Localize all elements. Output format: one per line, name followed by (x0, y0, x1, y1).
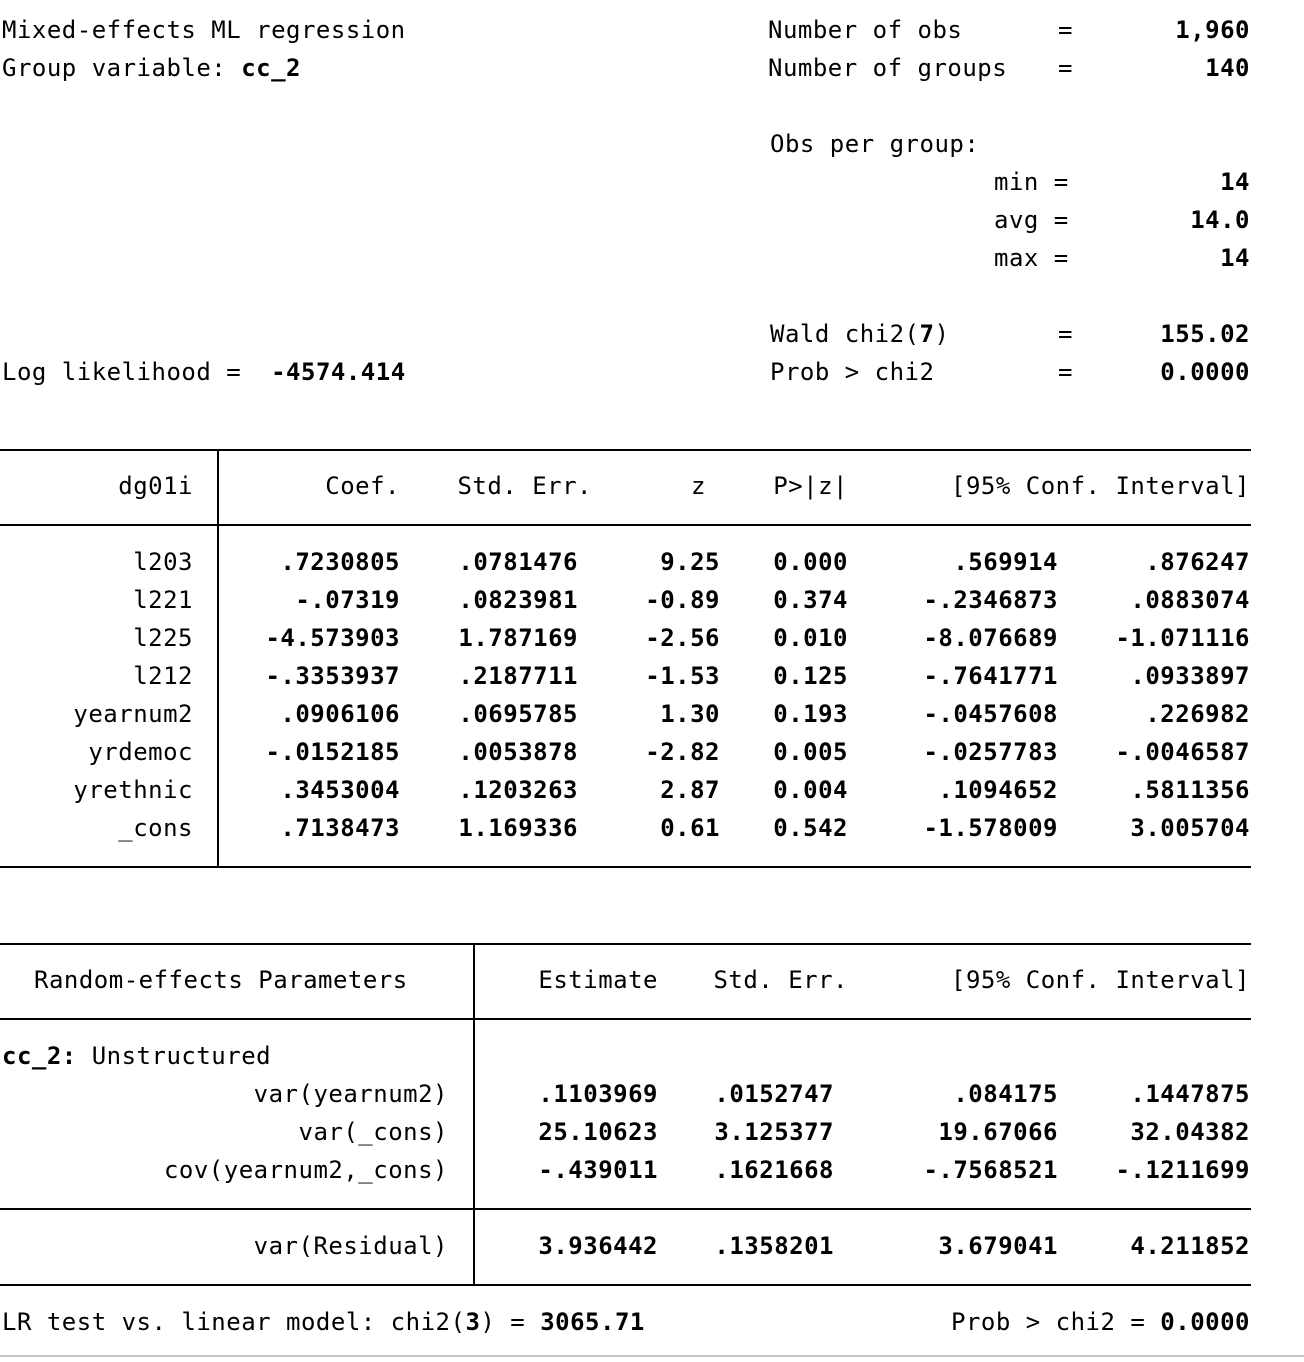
fixed-row-ci-lower: -.7641771 (923, 662, 1058, 690)
fixed-row-ci-lower: .1094652 (938, 776, 1058, 804)
fixed-row-z: 9.25 (660, 548, 720, 576)
fixed-row-stderr: .1203263 (458, 776, 578, 804)
fixed-bottom-rule (0, 866, 1251, 868)
re-row-stderr: .0152747 (714, 1080, 834, 1108)
re-row-label: var(yearnum2) (253, 1080, 448, 1108)
prob-label: Prob > chi2 (770, 358, 935, 386)
loglik (2, 358, 406, 386)
lr-test (2, 1308, 645, 1336)
nobs-eq: = (1058, 16, 1073, 44)
fixed-row-coef: -.0152185 (265, 738, 400, 766)
fixed-row-coef: .0906106 (280, 700, 400, 728)
ngroups-label: Number of groups (768, 54, 1008, 82)
column-header-z: z (691, 472, 706, 500)
fixed-row-z: -1.53 (645, 662, 720, 690)
column-header-stderr: Std. Err. (457, 472, 592, 500)
fixed-row-ci-lower: -.0457608 (923, 700, 1058, 728)
page-bottom-border (0, 1355, 1304, 1357)
model-title: Mixed-effects ML regression (2, 16, 406, 44)
fixed-row-ci-lower: -.0257783 (923, 738, 1058, 766)
column-header-re-stderr: Std. Err. (713, 966, 848, 994)
ngroups-eq: = (1058, 54, 1073, 82)
avg-value: 14.0 (1190, 206, 1250, 234)
fixed-row-ci-upper: .5811356 (1130, 776, 1250, 804)
fixed-row-z: 2.87 (660, 776, 720, 804)
loglik-label: Log likelihood = (2, 358, 242, 386)
fixed-row-stderr: .2187711 (458, 662, 578, 690)
lr-test-df: 3 (465, 1308, 481, 1336)
wald-label (770, 320, 949, 348)
re-group-structure: Unstructured (91, 1042, 272, 1070)
column-header-re-conf-interval: [95% Conf. Interval] (951, 966, 1250, 994)
fixed-row-pvalue: 0.005 (773, 738, 848, 766)
fixed-row-label: _cons (118, 814, 193, 842)
column-header-depvar: dg01i (118, 472, 193, 500)
prob-eq: = (1058, 358, 1073, 386)
group-variable (2, 54, 301, 82)
fixed-row-label: l203 (133, 548, 193, 576)
re-residual-estimate: 3.936442 (538, 1232, 658, 1260)
re-row-estimate: 25.10623 (538, 1118, 658, 1146)
fixed-row-z: -2.82 (645, 738, 720, 766)
fixed-row-z: 0.61 (660, 814, 720, 842)
fixed-row-ci-upper: .226982 (1145, 700, 1250, 728)
group-variable-label: Group variable: (2, 54, 227, 82)
fixed-row-label: yrdemoc (88, 738, 193, 766)
lr-test-value: 3065.71 (540, 1308, 645, 1336)
random-bottom-rule (0, 1284, 1251, 1286)
re-residual-ci-lower: 3.679041 (938, 1232, 1058, 1260)
fixed-row-ci-upper: 3.005704 (1130, 814, 1250, 842)
fixed-row-stderr: .0053878 (458, 738, 578, 766)
re-row-ci-lower: .084175 (953, 1080, 1058, 1108)
ngroups-value: 140 (1205, 54, 1250, 82)
fixed-row-pvalue: 0.193 (773, 700, 848, 728)
fixed-row-label: l212 (133, 662, 193, 690)
fixed-row-pvalue: 0.010 (773, 624, 848, 652)
random-vertical-rule (473, 943, 475, 1286)
fixed-row-ci-upper: -.0046587 (1115, 738, 1250, 766)
fixed-row-z: -0.89 (645, 586, 720, 614)
lr-test-prob-value: 0.0000 (1160, 1308, 1250, 1336)
fixed-row-ci-lower: .569914 (953, 548, 1058, 576)
re-group-heading (2, 1042, 271, 1070)
lr-test-label-post: ) = (480, 1308, 526, 1336)
nobs-value: 1,960 (1175, 16, 1250, 44)
fixed-top-rule (0, 449, 1251, 451)
re-row-ci-lower: -.7568521 (923, 1156, 1058, 1184)
fixed-row-ci-upper: .876247 (1145, 548, 1250, 576)
wald-label-pre: Wald chi2( (770, 320, 920, 348)
fixed-row-z: -2.56 (645, 624, 720, 652)
fixed-row-pvalue: 0.004 (773, 776, 848, 804)
max-label: max = (994, 244, 1069, 272)
re-row-estimate: -.439011 (538, 1156, 658, 1184)
re-group-name: cc_2: (2, 1042, 77, 1070)
fixed-row-z: 1.30 (660, 700, 720, 728)
fixed-row-ci-lower: -8.076689 (923, 624, 1058, 652)
column-header-pvalue: P>|z| (773, 472, 848, 500)
fixed-row-pvalue: 0.374 (773, 586, 848, 614)
fixed-row-coef: .7138473 (280, 814, 400, 842)
re-row-ci-upper: .1447875 (1130, 1080, 1250, 1108)
fixed-row-ci-lower: -1.578009 (923, 814, 1058, 842)
min-value: 14 (1220, 168, 1250, 196)
column-header-estimate: Estimate (538, 966, 658, 994)
fixed-row-ci-upper: .0883074 (1130, 586, 1250, 614)
re-row-estimate: .1103969 (538, 1080, 658, 1108)
nobs-label: Number of obs (768, 16, 963, 44)
fixed-row-ci-upper: -1.071116 (1115, 624, 1250, 652)
fixed-row-label: yrethnic (73, 776, 193, 804)
re-row-label: var(_cons) (298, 1118, 448, 1146)
wald-eq: = (1058, 320, 1073, 348)
fixed-row-stderr: .0781476 (458, 548, 578, 576)
column-header-conf-interval: [95% Conf. Interval] (951, 472, 1250, 500)
group-variable-value: cc_2 (241, 54, 301, 82)
re-row-ci-upper: 32.04382 (1130, 1118, 1250, 1146)
prob-value: 0.0000 (1160, 358, 1250, 386)
fixed-row-coef: -.07319 (295, 586, 400, 614)
random-residual-rule (0, 1208, 1251, 1210)
re-residual-stderr: .1358201 (714, 1232, 834, 1260)
lr-test-prob (880, 1308, 1250, 1336)
fixed-row-pvalue: 0.125 (773, 662, 848, 690)
fixed-row-coef: -.3353937 (265, 662, 400, 690)
fixed-header-rule (0, 524, 1251, 526)
fixed-vertical-rule (217, 449, 219, 868)
re-row-label: cov(yearnum2,_cons) (163, 1156, 448, 1184)
wald-label-post: ) (934, 320, 950, 348)
fixed-row-coef: .7230805 (280, 548, 400, 576)
fixed-row-pvalue: 0.000 (773, 548, 848, 576)
column-header-re-params: Random-effects Parameters (34, 966, 408, 994)
re-row-stderr: 3.125377 (714, 1118, 834, 1146)
re-row-ci-upper: -.1211699 (1115, 1156, 1250, 1184)
fixed-row-ci-upper: .0933897 (1130, 662, 1250, 690)
wald-value: 155.02 (1160, 320, 1250, 348)
column-header-coef: Coef. (325, 472, 400, 500)
re-row-stderr: .1621668 (714, 1156, 834, 1184)
fixed-row-label: yearnum2 (73, 700, 193, 728)
fixed-row-stderr: .0695785 (458, 700, 578, 728)
fixed-row-stderr: .0823981 (458, 586, 578, 614)
fixed-row-pvalue: 0.542 (773, 814, 848, 842)
obs-per-group-label: Obs per group: (770, 130, 980, 158)
fixed-row-label: l225 (133, 624, 193, 652)
random-header-rule (0, 1018, 1251, 1020)
re-residual-ci-upper: 4.211852 (1130, 1232, 1250, 1260)
re-residual-label: var(Residual) (253, 1232, 448, 1260)
wald-df: 7 (919, 320, 935, 348)
min-label: min = (994, 168, 1069, 196)
fixed-row-stderr: 1.169336 (458, 814, 578, 842)
lr-test-prob-label: Prob > chi2 = (951, 1308, 1146, 1336)
fixed-row-label: l221 (133, 586, 193, 614)
fixed-row-coef: -4.573903 (265, 624, 400, 652)
re-row-ci-lower: 19.67066 (938, 1118, 1058, 1146)
loglik-value: -4574.414 (271, 358, 406, 386)
random-top-rule (0, 943, 1251, 945)
fixed-row-stderr: 1.787169 (458, 624, 578, 652)
fixed-row-ci-lower: -.2346873 (923, 586, 1058, 614)
max-value: 14 (1220, 244, 1250, 272)
lr-test-label-pre: LR test vs. linear model: chi2( (2, 1308, 466, 1336)
avg-label: avg = (994, 206, 1069, 234)
fixed-row-coef: .3453004 (280, 776, 400, 804)
